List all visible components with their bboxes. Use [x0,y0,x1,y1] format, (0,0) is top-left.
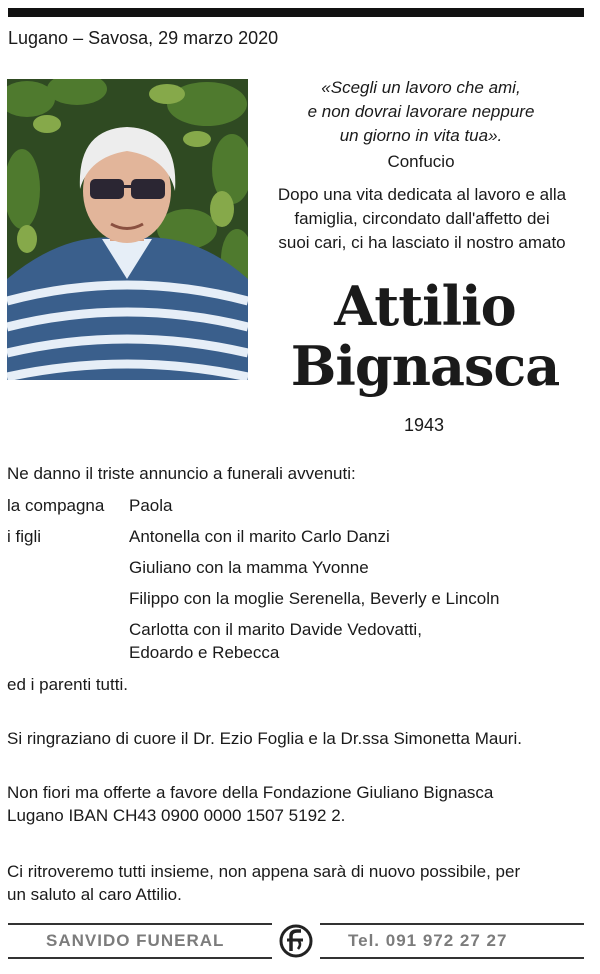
child-entry: Edoardo e Rebecca [129,643,280,662]
intro-line: Dopo una vita dedicata al lavoro e alla [277,185,567,204]
thanks-line: Si ringraziano di cuore il Dr. Ezio Foglia e la Dr.ssa Simonetta Mauri. [7,729,522,748]
quote-line: un giorno in vita tua». [339,126,503,145]
closing-line: un saluto al caro Attilio. [7,885,182,904]
child-entry: Antonella con il marito Carlo Danzi [129,527,390,546]
birth-year: 1943 [403,415,445,435]
footer-brand: SANVIDO FUNERAL [46,931,225,950]
quote-line: «Scegli un lavoro che ami, [321,78,521,97]
donation-line: Non fiori ma offerte a favore della Fondazione Giuliano Bignasca [7,783,494,802]
children-relation: i figli [7,527,42,546]
footer-rule-right [320,923,584,925]
deceased-name [262,276,588,396]
partner-relation: la compagna [7,496,105,515]
child-entry: Giuliano con la mamma Yvonne [129,558,369,577]
footer-rule-right [320,957,584,959]
donation-line: Lugano IBAN CH43 0900 0000 1507 5192 2. [7,806,346,825]
footer-rule-left [8,957,272,959]
footer-phone: Tel. 091 972 27 27 [348,931,508,950]
location-date: Lugano – Savosa, 29 marzo 2020 [8,28,279,48]
footer-bar [8,923,584,959]
child-entry: Carlotta con il marito Davide Vedovatti, [129,620,422,639]
top-rule [8,8,584,17]
footer-rule-left [8,923,272,925]
intro-line: famiglia, circondato dall'affetto dei [294,209,550,228]
announcement-intro: Ne danno il triste annuncio a funerali avvenuti: [7,464,356,483]
intro-line: suoi cari, ci ha lasciato il nostro amato [278,233,566,252]
closing-line: Ci ritroveremo tutti insieme, non appena sarà di nuovo possibile, per [7,862,521,881]
partner-name: Paola [129,496,173,515]
last-name: Bignasca [290,334,560,398]
intro-text [262,183,582,255]
quote [262,76,580,148]
child-entry: Filippo con la moglie Serenella, Beverly e Lincoln [129,589,500,608]
quote-line: e non dovrai lavorare neppure [307,102,535,121]
first-name: Attilio [334,274,516,338]
portrait-photo [7,79,248,380]
relatives-line: ed i parenti tutti. [7,675,128,694]
quote-author: Confucio [387,152,455,171]
funeral-logo-icon [278,923,314,959]
